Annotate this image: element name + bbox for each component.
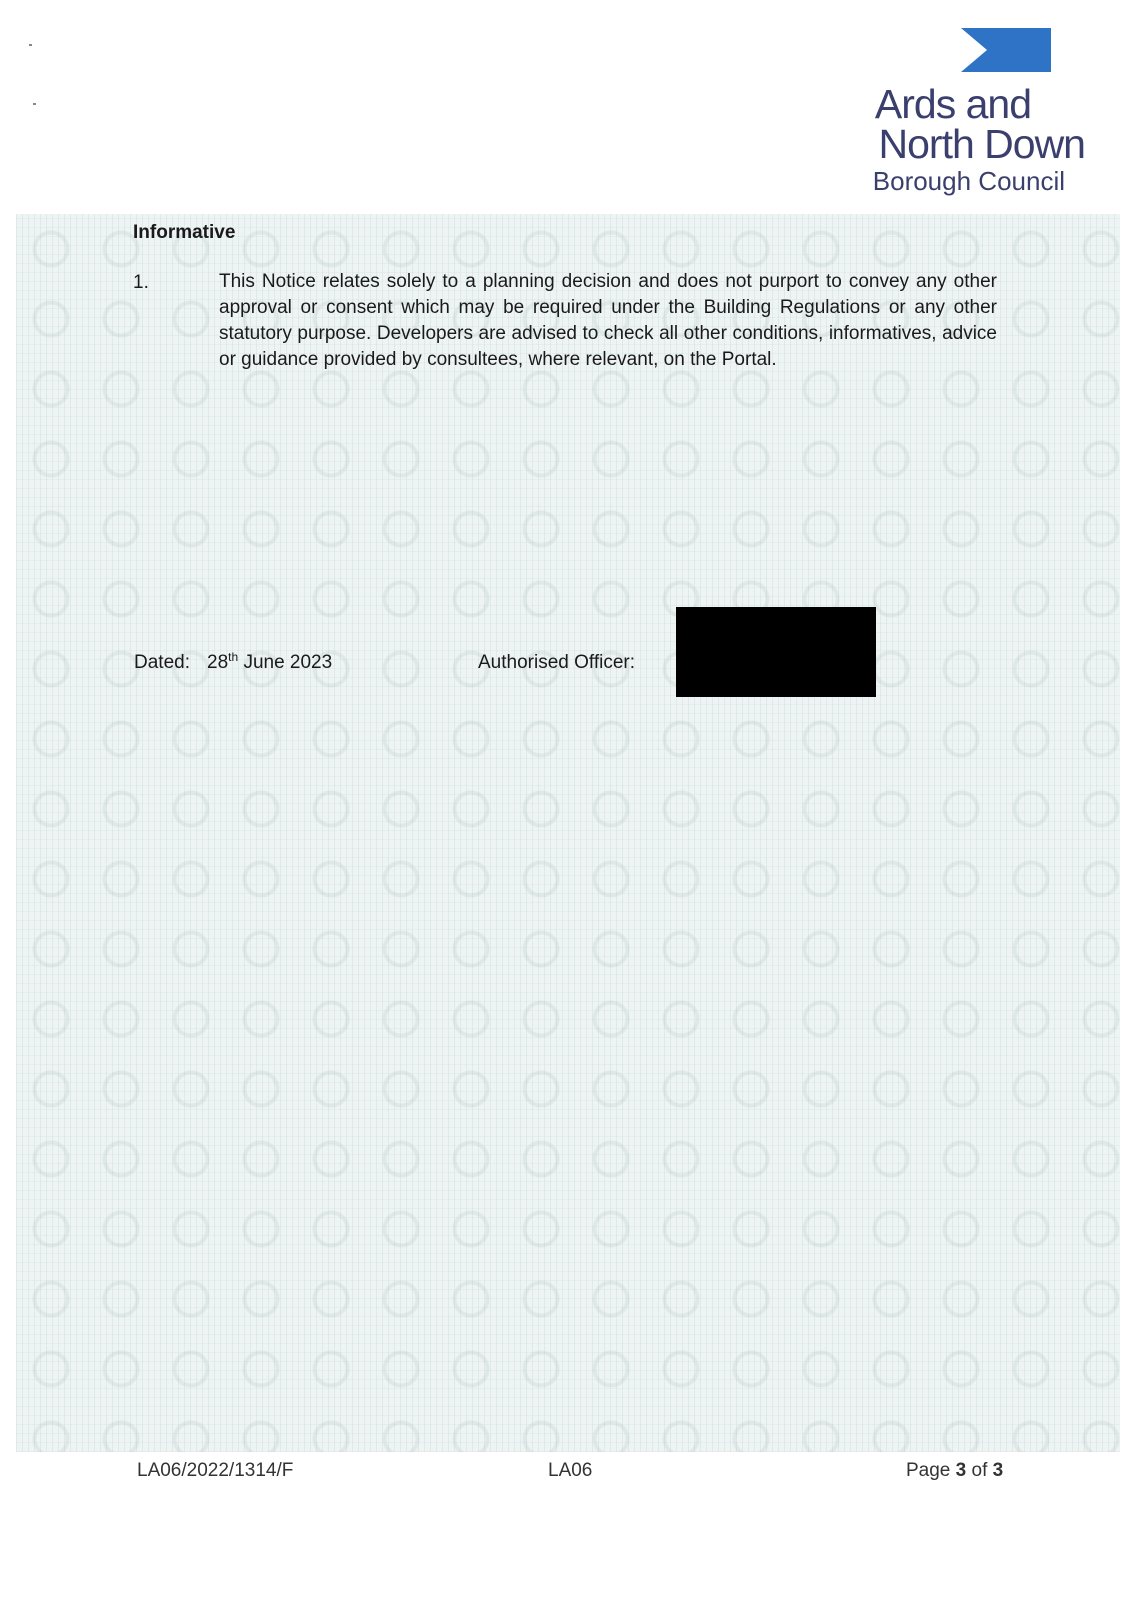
informative-heading: Informative [133, 222, 236, 243]
footer-reference: LA06/2022/1314/F [137, 1460, 294, 1481]
footer-page-number [906, 1460, 1003, 1482]
redacted-signature [676, 607, 876, 697]
informative-item-text: This Notice relates solely to a planning decision and does not purport to convey any other approval or consent which may be required under the Building Regulations or any other statutory purpose. Developers are advised to check all other conditions, informatives, advice or guidance provided by consultees, where relevant, on the Portal. [219, 271, 997, 370]
page-current: 3 [955, 1460, 967, 1481]
logo-text-line2: North Down [878, 121, 1085, 167]
dated-suffix: th [228, 650, 239, 664]
dated-day: 28 [207, 652, 229, 673]
dated-month-year: June 2023 [243, 652, 333, 673]
logo-text-line1: Ards and [874, 81, 1031, 127]
footer-code: LA06 [548, 1460, 593, 1481]
authorised-officer-label: Authorised Officer: [478, 652, 636, 673]
logo-text-line3: Borough Council [872, 166, 1065, 196]
informative-item-number: 1. [133, 272, 149, 293]
page-prefix: Page [906, 1460, 951, 1481]
dated-value [207, 652, 332, 674]
page-of: of [971, 1460, 988, 1481]
dated-label: Dated: [134, 652, 190, 673]
page-total: 3 [992, 1460, 1004, 1481]
